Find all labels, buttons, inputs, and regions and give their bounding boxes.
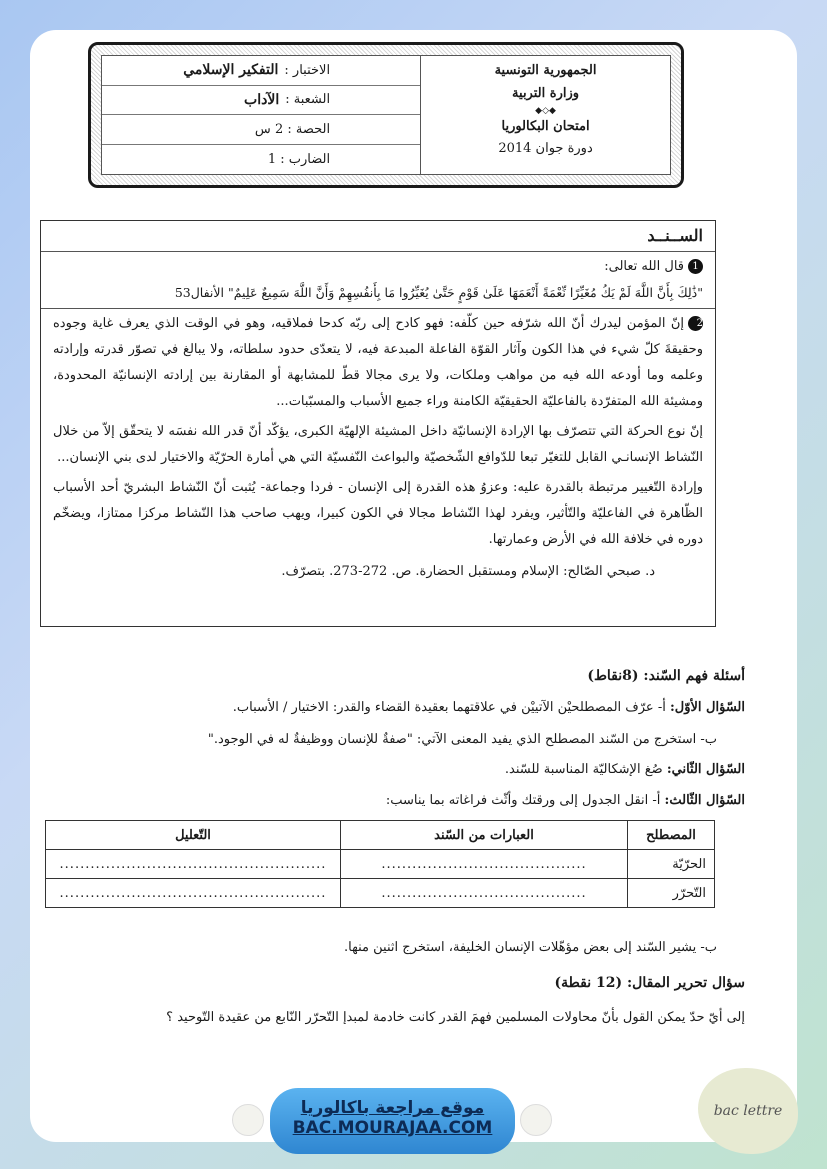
watermark-logo: bac lettre [698,1068,798,1154]
question-3b: ب- يشير السّند إلى بعض مؤهّلات الإنسان الخليفة، استخرج اثنين منها. [344,940,717,955]
q3-label: السّؤال الثّالث: [664,793,745,808]
q2-label: السّؤال الثّاني: [666,762,745,777]
ornament: ◆◇◆ [535,105,556,116]
header-reason: التّعليل [46,821,341,850]
number-one-icon: 1 [688,259,703,274]
term-cell: التّحرّر [628,879,715,908]
question-1b: ب- استخرج من السّند المصطلح الذي يفيد المعنى الآتي: "صفةٌ للإنسان ووظيفةٌ له في الوجود." [207,732,717,747]
site-logo-icon [232,1104,264,1136]
coefficient: الضارب : 1 [267,151,331,167]
exam-info [102,56,421,174]
answer-table [45,820,715,908]
reason-cell: .................................................... [46,850,341,879]
duration: الحصة : 2 س [254,121,331,137]
document-title: الســنــد [41,221,715,252]
site-name[interactable]: موقع مراجعة باكالوريا [300,1098,485,1118]
site-url[interactable]: BAC.MOURAJAA.COM [292,1118,493,1138]
document-part-2 [41,309,715,585]
question-2: السّؤال الثّاني: صُغ الإشكاليّة المناسبة للسّند. [504,762,745,777]
branch-value: الآداب [244,91,280,108]
q1-label: السّؤال الأوّل: [669,700,745,715]
branch-label: الشعبة : [285,92,331,108]
quran-verse: "ذَٰلِكَ بِأَنَّ اللَّهَ لَمْ يَكُ مُغَيِّرًا نِّعْمَةً أَنْعَمَهَا عَلَىٰ قَوْمٍ حَتَّىٰ يُغَيِّرُوا مَا بِأَنفُسِهِمْ وَأَنَّ اللَّهَ سَمِيعٌ عَلِيمٌ" الأنفال53 [174,285,703,300]
quote-cell: ........................................ [341,850,628,879]
site-banner[interactable] [270,1088,515,1154]
quote-cell: ........................................ [341,879,628,908]
paragraph-2: إنّ نوع الحركة التي تتصرّف بها الإرادة الإنسانيّة داخل المشيئة الإلهيّة الكبرى، يؤكّد أنّ قدر الله نفسَه لا يتحقّق إلاّ من خلال النّشاط الإنسانـي القابل للتغيّر تبعا للدّوافع الشّخصيّة والبواعث النّفسيّة التي هي أمارة الحرّيّة والاختيار لدى بني الإنسان... [53,424,703,465]
source-citation: د. صبحي الصّالح: الإسلام ومستقبل الحضارة. ص. 272-273. بتصرّف. [281,564,655,579]
verse-intro: قال الله تعالى: [604,259,684,274]
paragraph-1: إنّ المؤمن ليدرك أنّ الله شرّفه حين كلّفه: فهو كادح إلى ربّه كدحا فملاقيه، وهو في الوقت الذي يعرف غاية وجوده وحقيقةَ كلّ شيء في هذا الكون وآثار القوّة الفاعلة المبدعة فيه، لا يتعدّى حدود سلطاته، ولا يبالغ في تصوّر قدرته وإرادته وعلمه وما أودعه الله فيه من مواهب وملكات، ولا يرى مجالا قطّ للمشابهة أو المقارنة بين إرادته الإنسانيّة المحدودة، ومشيئة الله المتفرّدة بالفاعليّة الحقيقيّة الكامنة وراء جميع الأسباب والمسبّبات... [53,316,703,409]
document-box [40,220,716,627]
reason-cell: .................................................... [46,879,341,908]
comprehension-title: أسئلة فهم السّند: (8نقاط) [587,668,745,684]
document-part-1 [41,252,715,309]
header-quote: العبارات من السّند [341,821,628,850]
exam-label: الاختبار : [284,62,331,78]
session: دورة جوان 2014 [498,141,593,157]
question-1a: السّؤال الأوّل: أ- عرّف المصطلحيْن الآتييْن في علاقتهما بعقيدة القضاء والقدر: الاختيار / الأسباب. [232,700,745,715]
number-two-icon: 2 [688,316,703,331]
site-logo-icon [520,1104,552,1136]
header-term: المصطلح [628,821,715,850]
exam-type: امتحان البكالوريا [501,118,590,134]
exam-subject: التفكير الإسلامي [183,62,279,79]
term-cell: الحرّيّة [628,850,715,879]
table-row [46,850,715,879]
table-row [46,879,715,908]
question-3a: السّؤال الثّالث: أ- انقل الجدول إلى ورقتك وأثّث فراغاته بما يناسب: [385,793,745,808]
issuer-info [421,56,670,174]
republic: الجمهورية التونسية [494,63,597,78]
paragraph-3: وإرادة التّغيير مرتبطة بالقدرة عليه: وعزوُ هذه القدرة إلى الإنسان - فردا وجماعة- يُثبت أنّ النّشاط البشريّ أحد الأسباب الظّاهرة في الفاعليّة والتّأثير، ويفرد لهذا النّشاط مجالا في الكون كبيرا، ويهب صاحب هذا النّشاط مركزا ممتازا، ويضخّم دوره في خلافة الله في الأرض وعمارتها. [53,480,703,547]
exam-header [88,42,684,188]
essay-title: سؤال تحرير المقال: (12 نقطة) [554,975,745,991]
essay-question: إلى أيّ حدّ يمكن القول بأنّ محاولات المسلمين فهمَ القدر كانت خادمة لمبدإ التّحرّر النّابع من عقيدة التّوحيد ؟ [166,1010,745,1025]
ministry: وزارة التربية [512,85,580,101]
